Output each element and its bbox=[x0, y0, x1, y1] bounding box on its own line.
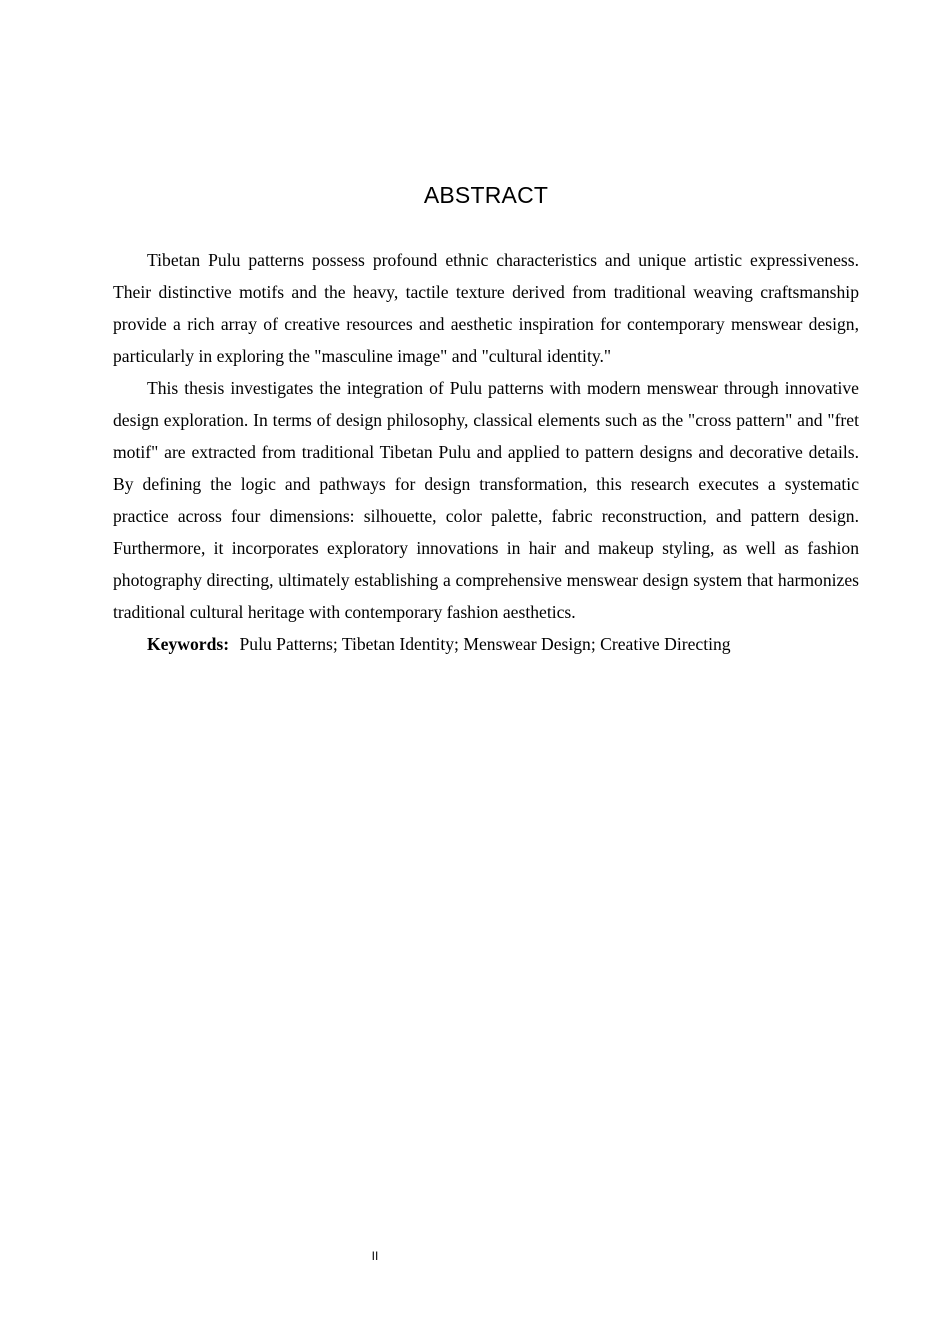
keywords-text: Pulu Patterns; Tibetan Identity; Menswear Design; Creative Directing bbox=[239, 634, 731, 654]
keywords-line bbox=[113, 628, 859, 660]
abstract-paragraph-2: This thesis investigates the integration of Pulu patterns with modern menswear through innovative design exploration. In terms of design philosophy, classical elements such as the "cross pattern" and "fret motif" are extracted from traditional Tibetan Pulu and applied to pattern designs and decorative details. By defining the logic and pathways for design transformation, this research executes a systematic practice across four dimensions: silhouette, color palette, fabric reconstruction, and pattern design. Furthermore, it incorporates exploratory innovations in hair and makeup styling, as well as fashion photography directing, ultimately establishing a comprehensive menswear design system that harmonizes traditional cultural heritage with contemporary fashion aesthetics. bbox=[113, 378, 859, 622]
abstract-title: ABSTRACT bbox=[423, 182, 549, 208]
abstract-paragraph-1: Tibetan Pulu patterns possess profound ethnic characteristics and unique artistic expressiveness. Their distinctive motifs and the heavy, tactile texture derived from traditional weaving craftsmanship provide a rich array of creative resources and aesthetic inspiration for contemporary menswear design, particularly in exploring the "masculine image" and "cultural identity." bbox=[113, 250, 859, 366]
keywords-label: Keywords: bbox=[147, 634, 230, 654]
page-number: II bbox=[371, 1249, 379, 1263]
abstract-body bbox=[113, 244, 859, 660]
